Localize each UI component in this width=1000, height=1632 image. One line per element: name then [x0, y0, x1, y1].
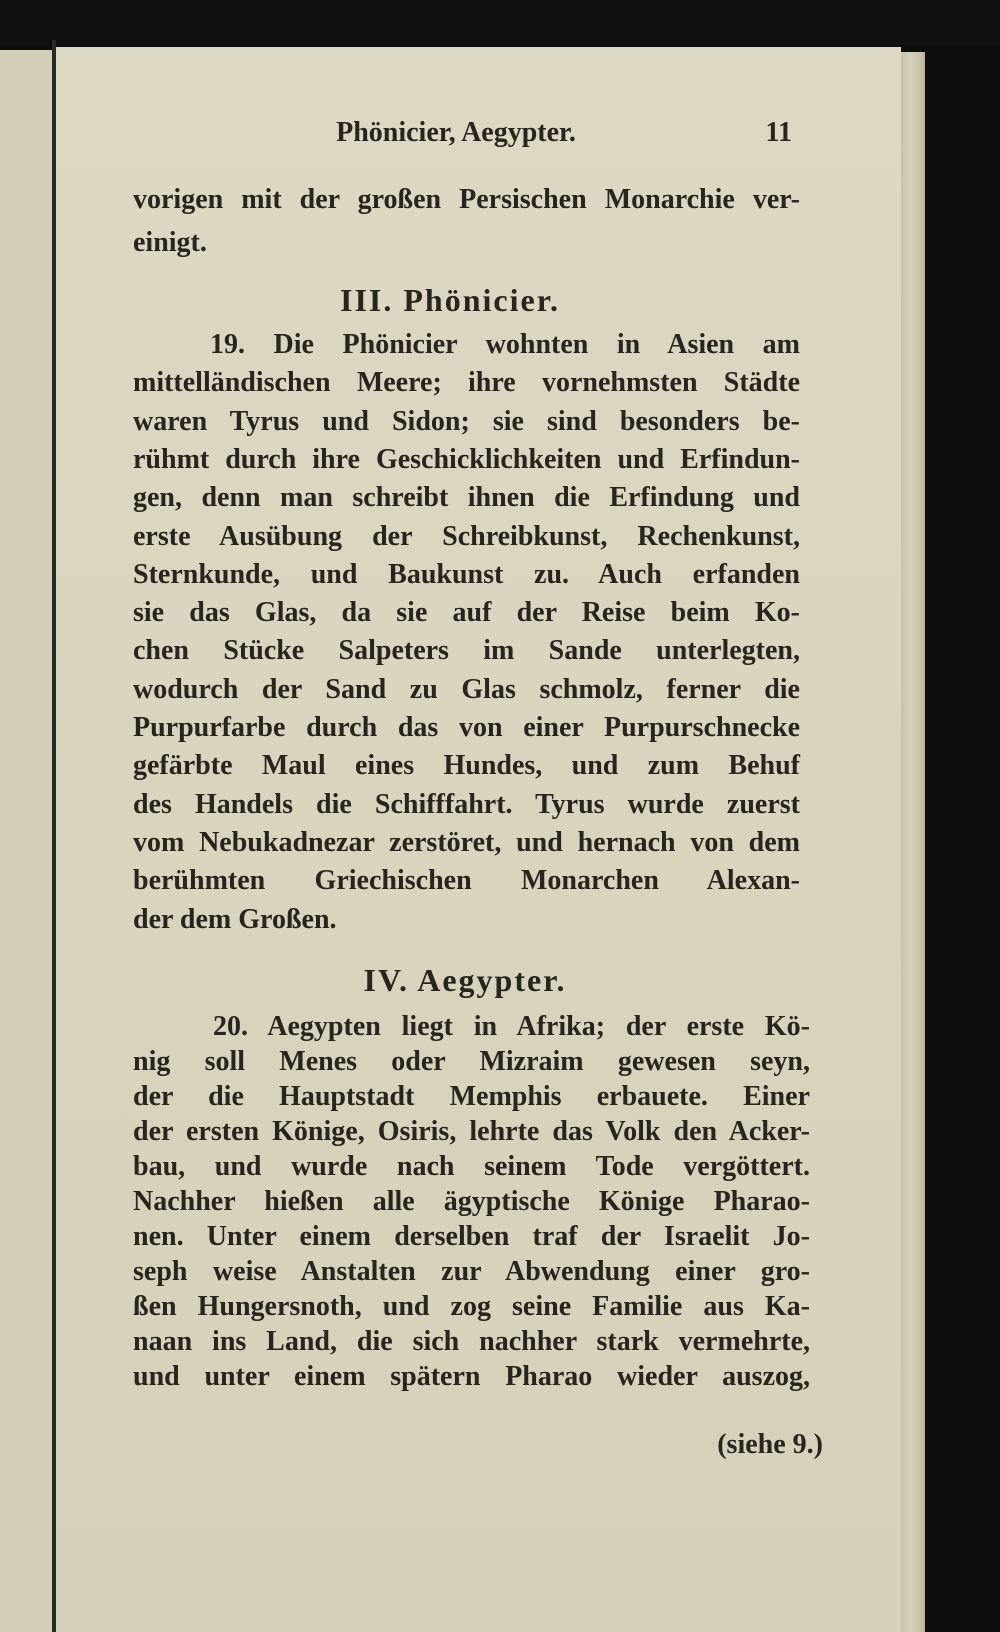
section-heading: IV. Aegypter. — [363, 962, 567, 998]
text-line: einigt. — [133, 227, 207, 258]
text-line: des Handels die Schifffahrt. Tyrus wurde zuerst — [133, 788, 800, 820]
text-line: der die Hauptstadt Memphis erbauete. Einer — [133, 1081, 810, 1112]
text-line: gefärbte Maul eines Hundes, und zum Behuf — [133, 750, 800, 782]
text-line: seph weise Anstalten zur Abwendung einer gro- — [133, 1256, 810, 1287]
text-line: Sternkunde, und Baukunst zu. Auch erfanden — [133, 558, 800, 590]
text-line: nig soll Menes oder Mizraim gewesen seyn, — [133, 1046, 810, 1077]
page-stack-edge — [901, 52, 925, 1632]
text-line: chen Stücke Salpeters im Sande unterlegten, — [133, 635, 800, 667]
text-line: rühmt durch ihre Geschicklichkeiten und Erfindun- — [133, 443, 800, 475]
section-heading: III. Phönicier. — [340, 282, 560, 318]
text-line: mittelländischen Meere; ihre vornehmsten Städte — [133, 367, 800, 399]
cross-reference: (siehe 9.) — [717, 1429, 823, 1460]
text-line: nen. Unter einem derselben traf der Israelit Jo- — [133, 1221, 810, 1252]
text-line: ßen Hungersnoth, und zog seine Familie aus Ka- — [133, 1291, 810, 1322]
text-line: und unter einem spätern Pharao wieder auszog, — [133, 1361, 810, 1392]
text-line: waren Tyrus und Sidon; sie sind besonders be- — [133, 405, 800, 437]
text-line: der dem Großen. — [133, 903, 337, 935]
text-line: bau, und wurde nach seinem Tode vergöttert. — [133, 1151, 810, 1182]
text-line: sie das Glas, da sie auf der Reise beim Ko- — [133, 597, 800, 629]
text-line: vorigen mit der großen Persischen Monarchie ver- — [133, 184, 800, 215]
text-line: vom Nebukadnezar zerstöret, und hernach von dem — [133, 826, 800, 858]
facing-page-edge — [0, 50, 52, 1632]
scan-background-top — [0, 0, 1000, 47]
text-line: Nachher hießen alle ägyptische Könige Pharao- — [133, 1186, 810, 1217]
text-line: erste Ausübung der Schreibkunst, Rechenkunst, — [133, 520, 800, 552]
page-number: 11 — [765, 117, 792, 148]
text-line: wodurch der Sand zu Glas schmolz, ferner die — [133, 673, 800, 705]
text-line: gen, denn man schreibt ihnen die Erfindung und — [133, 482, 800, 514]
text-line: berühmten Griechischen Monarchen Alexan- — [133, 865, 800, 897]
text-line: naan ins Land, die sich nachher stark vermehrte, — [133, 1326, 810, 1357]
text-line: Purpurfarbe durch das von einer Purpurschnecke — [133, 712, 800, 743]
text-line: der ersten Könige, Osiris, lehrte das Volk den Acker- — [133, 1116, 810, 1147]
paragraph-first-line: 19. Die Phönicier wohnten in Asien am — [210, 329, 800, 360]
running-title: Phönicier, Aegypter. — [336, 117, 576, 148]
paragraph-first-line: 20. Aegypten liegt in Afrika; der erste Kö- — [213, 1011, 810, 1042]
